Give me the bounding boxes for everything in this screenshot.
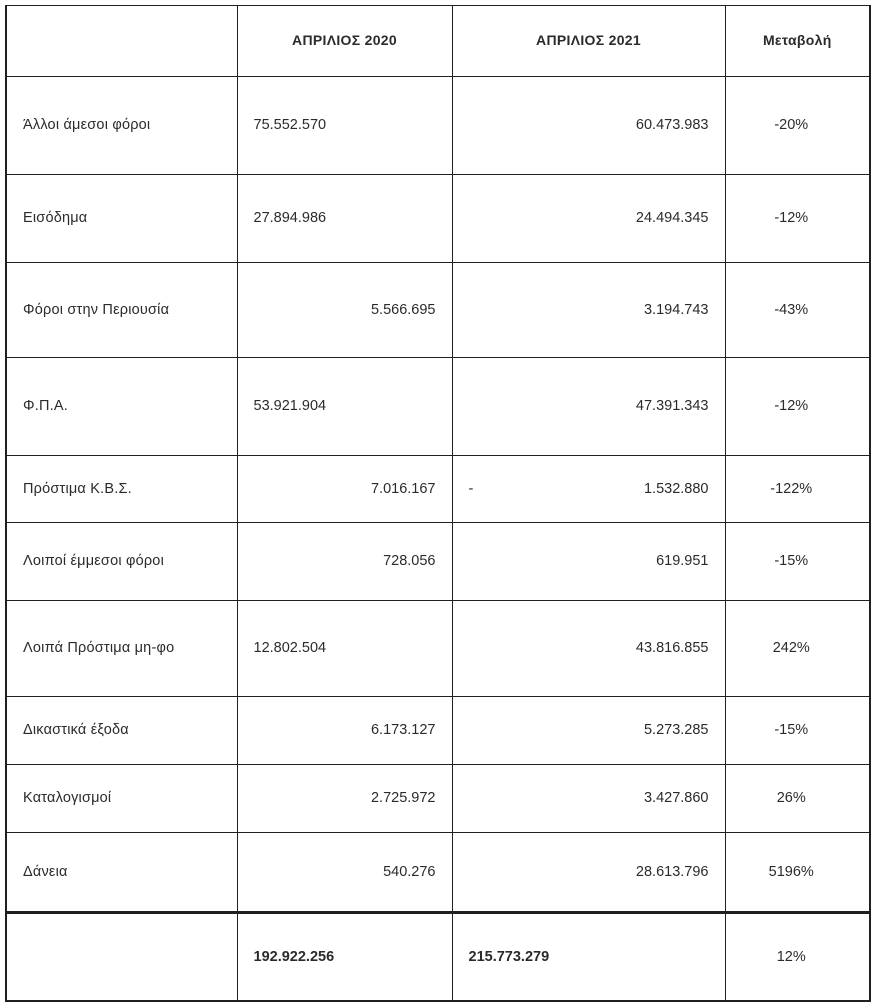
- table-row: [6, 175, 870, 263]
- cell-april-2021: 60.473.983: [452, 77, 725, 175]
- row-label-text: Καταλογισμοί: [23, 790, 112, 807]
- column-header-label: [6, 6, 237, 77]
- cell-change: 5196%: [725, 833, 870, 913]
- row-label: [6, 523, 237, 601]
- cell-change: -12%: [725, 358, 870, 456]
- cell-april-2021: 3.194.743: [452, 263, 725, 358]
- total-label: [6, 913, 237, 1001]
- cell-change: 26%: [725, 765, 870, 833]
- cell-april-2020: 2.725.972: [237, 765, 452, 833]
- cell-april-2021: 24.494.345: [452, 175, 725, 263]
- cell-april-2020: 53.921.904: [237, 358, 452, 456]
- revenue-table: [5, 5, 871, 1002]
- row-label-text: Άλλοι άμεσοι φόροι: [23, 117, 151, 134]
- table-footer: [6, 913, 870, 1001]
- cell-april-2021: 28.613.796: [452, 833, 725, 913]
- row-label-text: Δάνεια: [23, 863, 68, 880]
- cell-april-2021: 47.391.343: [452, 358, 725, 456]
- table-row: [6, 523, 870, 601]
- row-label-text: Λοιπά Πρόστιμα μη-φο: [23, 640, 175, 657]
- cell-change: -12%: [725, 175, 870, 263]
- row-label-text: Εισόδημα: [23, 210, 88, 227]
- total-change: 12%: [725, 913, 870, 1001]
- cell-april-2021: 5.273.285: [452, 697, 725, 765]
- table-body: [6, 77, 870, 913]
- row-label: [6, 833, 237, 913]
- table-row: [6, 456, 870, 523]
- cell-change: -122%: [725, 456, 870, 523]
- negative-sign: -: [468, 480, 474, 497]
- row-label: [6, 263, 237, 358]
- total-april-2020: 192.922.256: [237, 913, 452, 1001]
- cell-april-2021: [452, 456, 725, 523]
- table-row: [6, 697, 870, 765]
- column-header-april-2020: ΑΠΡΙΛΙΟΣ 2020: [237, 6, 452, 77]
- column-header-change: Μεταβολή: [725, 6, 870, 77]
- column-header-april-2021: ΑΠΡΙΛΙΟΣ 2021: [452, 6, 725, 77]
- row-label: [6, 175, 237, 263]
- cell-april-2020: 75.552.570: [237, 77, 452, 175]
- table-header: [6, 6, 870, 77]
- cell-april-2021: 619.951: [452, 523, 725, 601]
- cell-april-2020: 728.056: [237, 523, 452, 601]
- table-row: [6, 833, 870, 913]
- row-label-text: Λοιποί έμμεσοι φόροι: [23, 553, 164, 570]
- row-label: [6, 697, 237, 765]
- row-label: [6, 358, 237, 456]
- row-label: [6, 765, 237, 833]
- row-label-text: Φ.Π.Α.: [23, 398, 68, 415]
- cell-change: -20%: [725, 77, 870, 175]
- table-row: [6, 263, 870, 358]
- row-label-text: Δικαστικά έξοδα: [23, 722, 129, 739]
- cell-change: -43%: [725, 263, 870, 358]
- cell-april-2021: 43.816.855: [452, 601, 725, 697]
- cell-change: -15%: [725, 697, 870, 765]
- row-label-text: Πρόστιμα Κ.Β.Σ.: [23, 480, 132, 497]
- row-label: [6, 456, 237, 523]
- table-row: [6, 765, 870, 833]
- cell-april-2020: 5.566.695: [237, 263, 452, 358]
- cell-april-2021: 3.427.860: [452, 765, 725, 833]
- cell-april-2021-value: 1.532.880: [643, 480, 709, 497]
- row-label: [6, 77, 237, 175]
- cell-change: -15%: [725, 523, 870, 601]
- table-row: [6, 77, 870, 175]
- total-april-2021: 215.773.279: [452, 913, 725, 1001]
- total-row: [6, 913, 870, 1001]
- cell-april-2020: 27.894.986: [237, 175, 452, 263]
- cell-april-2020: 12.802.504: [237, 601, 452, 697]
- cell-april-2020: 7.016.167: [237, 456, 452, 523]
- cell-change: 242%: [725, 601, 870, 697]
- table-row: [6, 358, 870, 456]
- cell-april-2020: 6.173.127: [237, 697, 452, 765]
- header-row: [6, 6, 870, 77]
- row-label-text: Φόροι στην Περιουσία: [23, 301, 170, 318]
- table-row: [6, 601, 870, 697]
- row-label: [6, 601, 237, 697]
- cell-april-2020: 540.276: [237, 833, 452, 913]
